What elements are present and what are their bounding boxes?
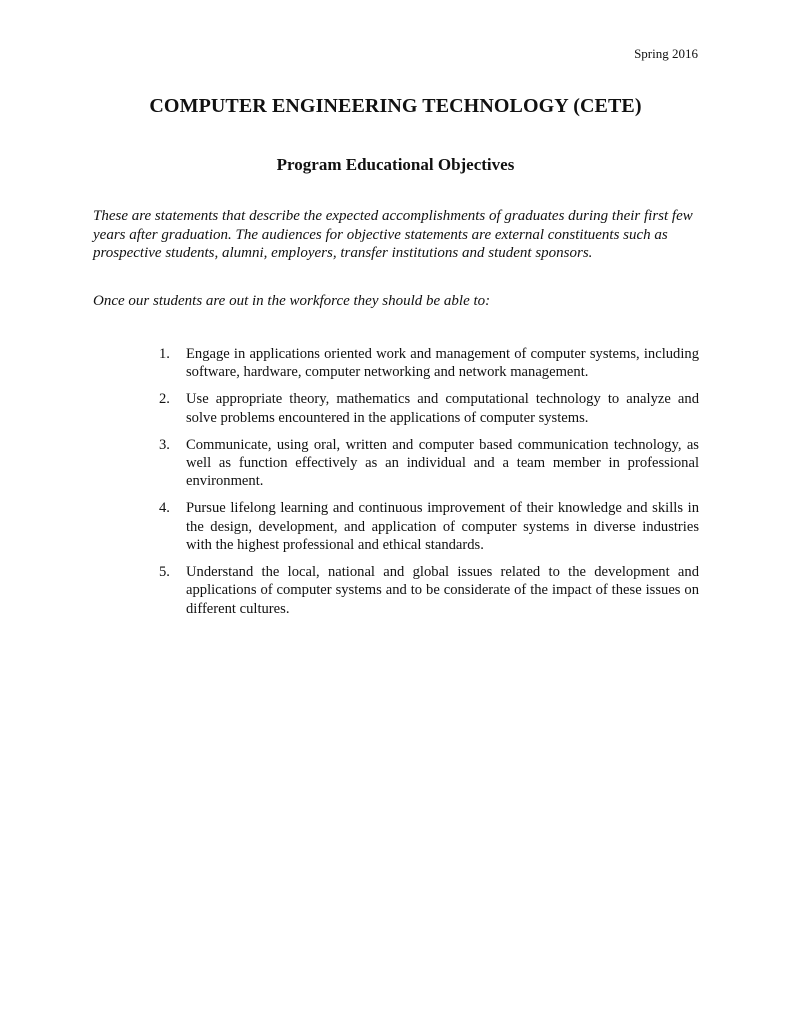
objective-text: Communicate, using oral, written and computer based communication technology, as well as function effectively as an individual and a team member in professional environment. [186, 436, 699, 490]
objective-number: 4. [159, 500, 170, 517]
objective-item [159, 499, 699, 554]
objective-number: 3. [159, 436, 170, 453]
objective-number: 2. [159, 391, 170, 408]
objective-item [159, 436, 699, 491]
objective-text: Understand the local, national and global issues related to the development and applications of computer systems and to be considerate of the impact of these issues on different cultures. [186, 564, 699, 617]
objective-item [159, 390, 699, 427]
document-title: COMPUTER ENGINEERING TECHNOLOGY (CETE) [149, 95, 642, 117]
objective-text: Use appropriate theory, mathematics and computational technology to analyze and solve problems encountered in the applications of computer systems. [186, 391, 699, 426]
objectives-list [159, 345, 699, 627]
objective-item [159, 345, 699, 382]
section-title: Program Educational Objectives [276, 155, 515, 174]
objective-number: 5. [159, 564, 170, 581]
header-date: Spring 2016 [634, 46, 698, 61]
objective-number: 1. [159, 346, 170, 362]
objective-text: Engage in applications oriented work and management of computer systems, including software, hardware, computer networking and network management. [186, 346, 699, 381]
lead-in-sentence: Once our students are out in the workforce they should be able to: [93, 293, 491, 309]
objective-text: Pursue lifelong learning and continuous improvement of their knowledge and skills in the design, development, and application of computer systems in diverse industries with the highest professional and ethical standards. [186, 500, 699, 554]
intro-paragraph: These are statements that describe the expected accomplishments of graduates during their first few years after graduation. The audiences for objective statements are external constituents such as prospective students, alumni, employers, transfer institutions and student sponsors. [93, 208, 693, 261]
objective-item [159, 563, 699, 618]
